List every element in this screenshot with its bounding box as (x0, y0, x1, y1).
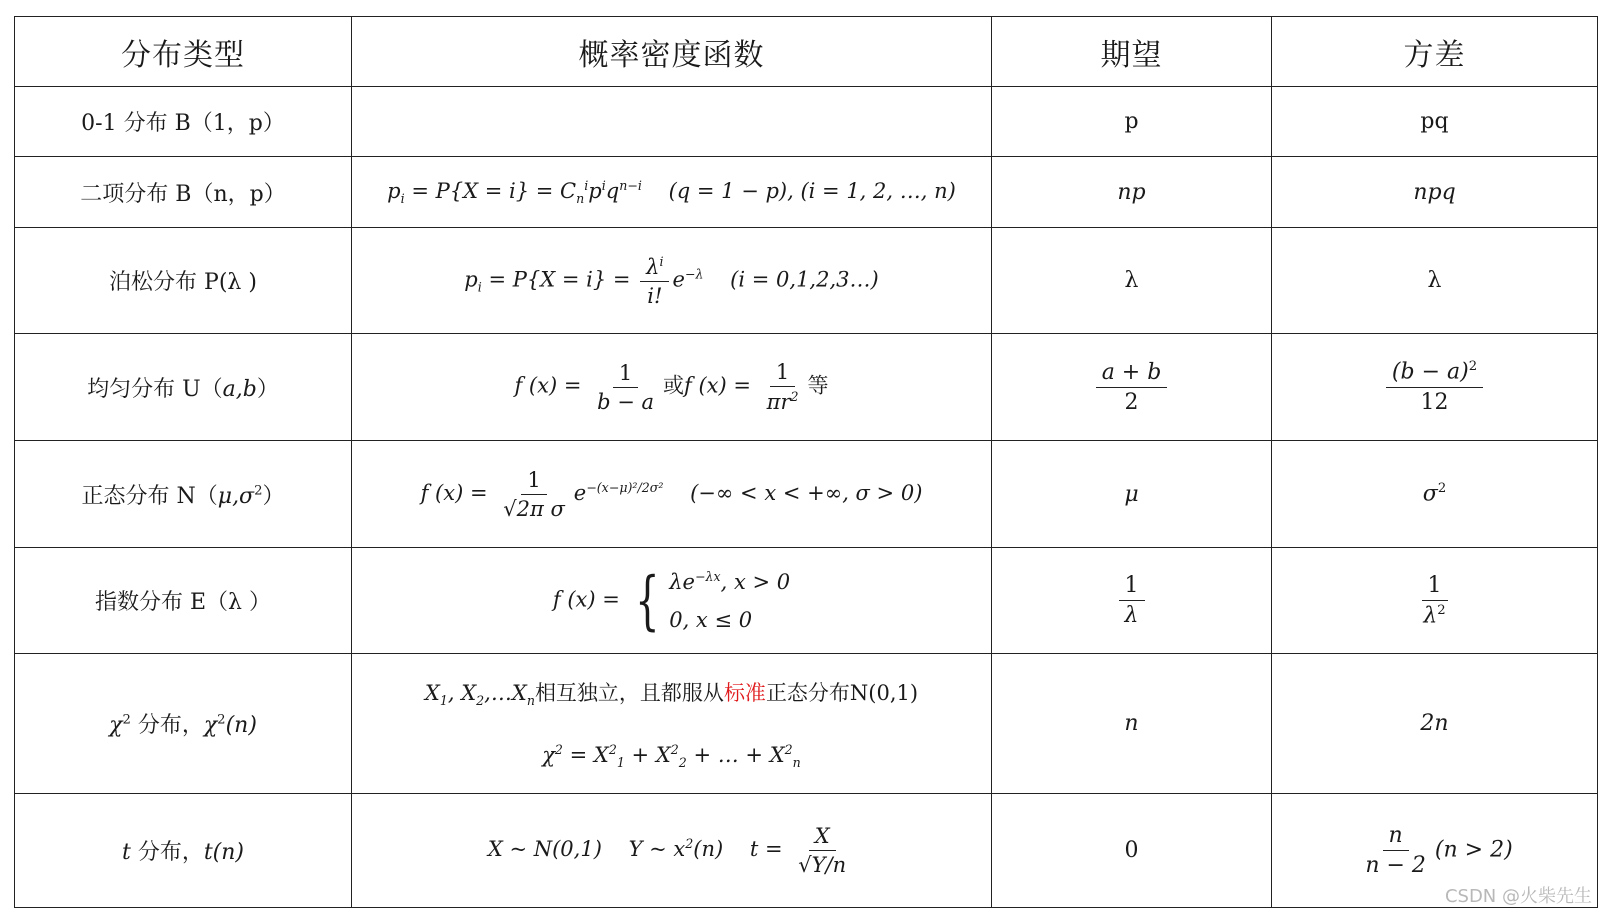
expectation-value: λ (992, 228, 1272, 334)
table-row (15, 157, 1598, 228)
variance-value (1272, 548, 1598, 654)
fraction: $\frac{1}{\lambda^2}$ (1423, 572, 1446, 629)
pdf-formula: f (x) = $\frac{1}{\text{√2π σ}}$ $e^{-(x-\mu)^2/2\sigma^2}$ (−∞ < x < +∞, σ > 0) (352, 441, 992, 548)
header-pdf: 概率密度函数 (352, 17, 992, 87)
distribution-name: 均匀分布 U（a,b） (15, 334, 352, 441)
variance-value: $\sigma^2$ (1272, 441, 1598, 548)
table-row (15, 228, 1598, 334)
piecewise-cases: { $\lambda e^{-\lambda x}$, x > 0 0, x ≤ 0 (634, 563, 791, 638)
table-row (15, 87, 1598, 157)
variance-value (1272, 334, 1598, 441)
table-row (15, 441, 1598, 548)
distribution-name: 泊松分布 P(λ ) (15, 228, 352, 334)
fraction: $\frac{n}{n - 2}$ (1365, 823, 1426, 878)
expectation-value: n (992, 654, 1272, 794)
variance-value: $\frac{n}{n - 2}$ (n > 2) (1272, 794, 1598, 908)
pdf-formula: f (x) = { $\lambda e^{-\lambda x}$, x > 0 0, x ≤ 0 (352, 548, 992, 654)
highlight-standard: 标准 (723, 680, 766, 705)
distribution-name: 正态分布 $N(\mu,\sigma^2)$ (15, 441, 352, 548)
pdf-formula (352, 87, 992, 157)
chi-squared-sum: $\chi^2 = X^2_1 + X^2_2$ + … + $X^2_n$ (542, 742, 801, 771)
variance-value: npq (1272, 157, 1598, 228)
header-variance: 方差 (1272, 17, 1598, 87)
distribution-table (14, 16, 1598, 908)
table-row (15, 794, 1598, 908)
pdf-formula: $p_i = P\{X = i\}$ = $\frac{\lambda^i}{i!}$ $e^{-\lambda}$ (i = 0,1,2,3…) (352, 228, 992, 334)
header-distribution-type: 分布类型 (15, 17, 352, 87)
expectation-value (992, 334, 1272, 441)
variance-value: 2n (1272, 654, 1598, 794)
distribution-name: 指数分布 E（λ ） (15, 548, 352, 654)
table-row (15, 654, 1598, 794)
variance-value: λ (1272, 228, 1598, 334)
fraction: $\frac{a + b}{2}$ (1096, 360, 1168, 415)
fraction: $\frac{X}{√Y/n}$ (798, 824, 847, 877)
pdf-formula: f (x) = $\frac{1}{b - a}$ 或f (x) = $\frac{1}{\pi r^2}$ 等 (352, 334, 992, 441)
pdf-formula: $p_i = P\{X = i\} = C_n^ip^iq^{n-i}$ (q = 1 − p), (i = 1, 2, …, n) (352, 157, 992, 228)
expectation-value (992, 548, 1272, 654)
header-expectation: 期望 (992, 17, 1272, 87)
fraction: $\frac{1}{b - a}$ (597, 360, 655, 414)
expectation-value: 0 (992, 794, 1272, 908)
fraction: $\frac{1}{\pi r^2}$ (766, 360, 799, 414)
variance-value: pq (1272, 87, 1598, 157)
watermark: CSDN @火柴先生 (1444, 886, 1592, 907)
distribution-name: 0-1 分布 B（1，p） (15, 87, 352, 157)
table-row (15, 334, 1598, 441)
fraction: $\frac{\lambda^i}{i!}$ (640, 254, 669, 308)
chi-squared-condition: $X_1$, $X_2,\dots X_n$相互独立，且都服从标准正态分布N(0,1) (424, 680, 919, 708)
table-row (15, 548, 1598, 654)
expectation-value: np (992, 157, 1272, 228)
fraction: $\frac{1}{\lambda}$ (1119, 573, 1145, 628)
fraction: $\frac{1}{\text{√2π σ}}$ (503, 467, 565, 521)
fraction: $\frac{(b - a)^2}{12}$ (1386, 359, 1483, 414)
expectation-value: p (992, 87, 1272, 157)
header-row (15, 17, 1598, 87)
distribution-name: $\chi^2$ 分布，$\chi^2(n)$ (15, 654, 352, 794)
pdf-formula: X ~ N(0,1) Y ~ $x^2(n)$ t = $\frac{X}{√Y/n}$ (352, 794, 992, 908)
distribution-name: t 分布，t(n) (15, 794, 352, 908)
distribution-name: 二项分布 B（n，p） (15, 157, 352, 228)
pdf-formula (352, 654, 992, 794)
expectation-value: μ (992, 441, 1272, 548)
